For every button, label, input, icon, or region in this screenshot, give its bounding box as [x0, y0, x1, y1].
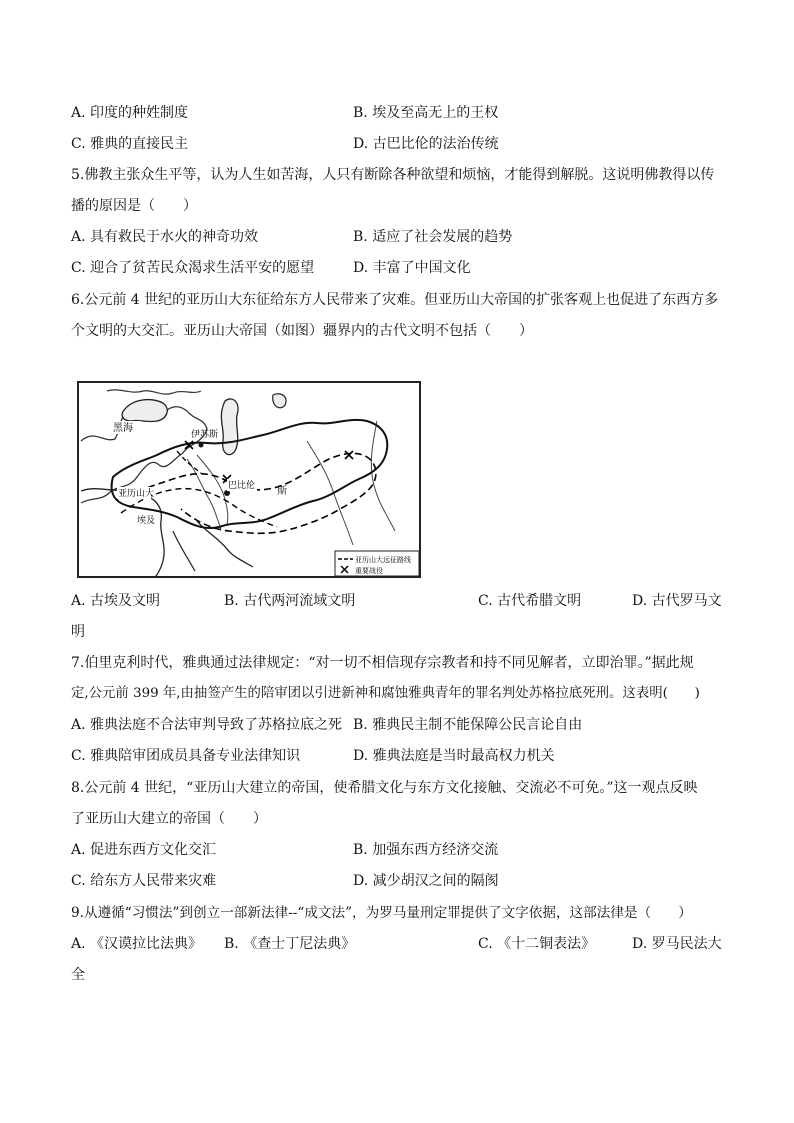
- q7-option-b: B. 雅典民主制不能保障公民言论自由: [353, 717, 583, 733]
- q5-option-b: B. 适应了社会发展的趋势: [353, 229, 513, 245]
- q8-stem-line1: 8.公元前 4 世纪，“亚历山大建立的帝国，使希腊文化与东方文化接触、交流必不可免。”这一观点反映: [71, 780, 698, 796]
- q9-option-b: B. 《查士丁尼法典》: [224, 936, 356, 952]
- q6-option-a: A. 古埃及文明: [71, 593, 161, 609]
- q8-option-d: D. 减少胡汉之间的隔阂: [353, 873, 499, 889]
- q5-stem-line2: 播的原因是（ ）: [71, 198, 197, 214]
- q9-stem-line1: 9.从遵循“习惯法”到创立一部新法律--“成文法”，为罗马量刑定罪提供了文字依据，这部法律是（ ）: [71, 905, 692, 921]
- q8-stem-line2: 了亚历山大建立的帝国（ ）: [71, 811, 267, 827]
- q7-option-a: A. 雅典法庭不合法审判导致了苏格拉底之死: [71, 717, 343, 733]
- q8-option-a: A. 促进东西方文化交汇: [71, 842, 217, 858]
- q4-option-b: B. 埃及至高无上的王权: [353, 105, 499, 121]
- q8-option-b: B. 加强东西方经济交流: [353, 842, 499, 858]
- q6-option-d-wrap: 明: [71, 624, 85, 640]
- q9-option-d: D. 罗马民法大: [632, 936, 722, 952]
- q7-stem-line2: 定,公元前 399 年,由抽签产生的陪审团以引进新神和腐蚀雅典青年的罪名判处苏格拉底死刑。这表明( ): [71, 686, 700, 701]
- map-label-black-sea: 黑海: [113, 423, 133, 434]
- q5-option-c: C. 迎合了贫苦民众渴求生活平安的愿望: [71, 260, 315, 276]
- q7-option-d: D. 雅典法庭是当时最高权力机关: [353, 748, 555, 764]
- q8-option-c: C. 给东方人民带来灾难: [71, 873, 217, 889]
- q9-option-d-wrap: 全: [71, 967, 85, 983]
- q4-option-d: D. 古巴比伦的法治传统: [353, 136, 499, 152]
- alexander-empire-map: [77, 381, 421, 578]
- map-label-alexandria: 亚历山大: [118, 489, 155, 499]
- map-label-egypt: 埃及: [137, 516, 156, 526]
- map-label-persia: 斯: [277, 486, 287, 497]
- q6-option-d: D. 古代罗马文: [632, 593, 722, 609]
- q9-option-a: A. 《汉谟拉比法典》: [71, 936, 203, 952]
- q7-option-c: C. 雅典陪审团成员具备专业法律知识: [71, 748, 301, 764]
- map-label-issus: 伊苏斯: [191, 430, 219, 440]
- map-legend-battle: 重要战役: [355, 567, 383, 575]
- q6-option-c: C. 古代希腊文明: [478, 593, 582, 609]
- q5-stem-line1: 5.佛教主张众生平等，认为人生如苦海，人只有断除各种欲望和烦恼，才能得到解脱。这说明佛教得以传: [71, 167, 715, 183]
- q5-option-d: D. 丰富了中国文化: [353, 260, 471, 276]
- q5-option-a: A. 具有救民于水火的神奇功效: [71, 229, 259, 245]
- q6-option-b: B. 古代两河流域文明: [224, 593, 356, 609]
- q6-stem-line2: 个文明的大交汇。亚历山大帝国（如图）疆界内的古代文明不包括（ ）: [71, 323, 533, 339]
- q6-stem-line1: 6.公元前 4 世纪的亚历山大东征给东方人民带来了灾难。但亚历山大帝国的扩张客观上也促进了东西方多: [71, 292, 719, 308]
- q4-option-a: A. 印度的种姓制度: [71, 105, 189, 121]
- map-legend-route: 亚历山大远征路线: [355, 556, 411, 564]
- q7-stem-line1: 7.伯里克利时代，雅典通过法律规定：“对一切不相信现存宗教者和持不同见解者，立即治罪。”据此规: [71, 655, 694, 671]
- map-label-babylon: 巴比伦: [228, 481, 256, 491]
- q4-option-c: C. 雅典的直接民主: [71, 136, 189, 152]
- q9-option-c: C. 《十二铜表法》: [478, 936, 596, 952]
